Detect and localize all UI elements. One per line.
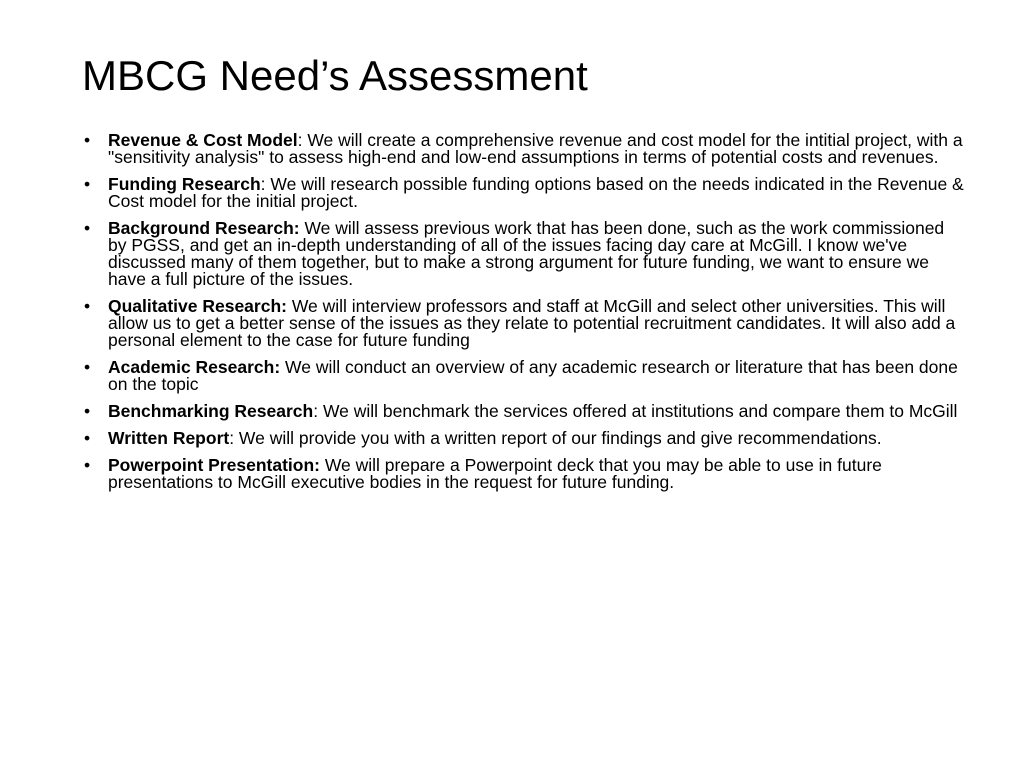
bullet-item-academic-research [84,359,964,393]
bullet-item-revenue-cost-model [84,132,964,166]
bullet-text: : We will provide you with a written report of our findings and give recommendations. [229,428,882,448]
bullet-term: Qualitative Research: [108,296,287,316]
bullet-text: We will prepare a Powerpoint deck that you may be able to use in future presentations to McGill executive bodies in the request for future funding. [108,455,882,492]
bullet-point-icon: • [84,130,91,150]
bullet-item-powerpoint-presentation [84,457,964,491]
bullet-item-funding-research [84,176,964,210]
bullet-point-icon: • [84,218,91,238]
bullet-list [84,132,964,501]
bullet-text: We will conduct an overview of any academic research or literature that has been done on the topic [108,357,958,394]
bullet-term: Powerpoint Presentation: [108,455,320,475]
bullet-item-background-research [84,220,964,288]
bullet-term: Written Report [108,428,230,448]
bullet-text: : We will benchmark the services offered at institutions and compare them to McGill [313,401,958,421]
bullet-point-icon: • [84,401,91,421]
bullet-term: Benchmarking Research [108,401,314,421]
bullet-point-icon: • [84,455,91,475]
bullet-term: Funding Research [108,174,261,194]
bullet-term: Background Research: [108,218,300,238]
bullet-item-written-report [84,430,964,447]
bullet-point-icon: • [84,428,91,448]
bullet-text: : We will research possible funding options based on the needs indicated in the Revenue & Cost model for the initial project. [108,174,964,211]
bullet-text: : We will create a comprehensive revenue and cost model for the intitial project, with a "sensitivity analysis" to assess high-end and low-end assumptions in terms of potential costs and revenues. [108,130,963,167]
bullet-item-benchmarking-research [84,403,964,420]
bullet-term: Academic Research: [108,357,281,377]
bullet-text: We will interview professors and staff at McGill and select other universities. This will allow us to get a better sense of the issues as they relate to potential recruitment candidates. It will also add a personal element to the case for future funding [108,296,956,350]
bullet-item-qualitative-research [84,298,964,349]
bullet-point-icon: • [84,296,91,316]
slide-title: MBCG Need’s Assessment [82,52,588,99]
bullet-term: Revenue & Cost Model [108,130,298,150]
bullet-text: We will assess previous work that has been done, such as the work commissioned by PGSS, and get an in-depth understanding of all of the issues facing day care at McGill. I know we've discussed many of them together, but to make a strong argument for future funding, we want to ensure we have a full picture of the issues. [108,218,945,289]
bullet-point-icon: • [84,357,91,377]
bullet-point-icon: • [84,174,91,194]
